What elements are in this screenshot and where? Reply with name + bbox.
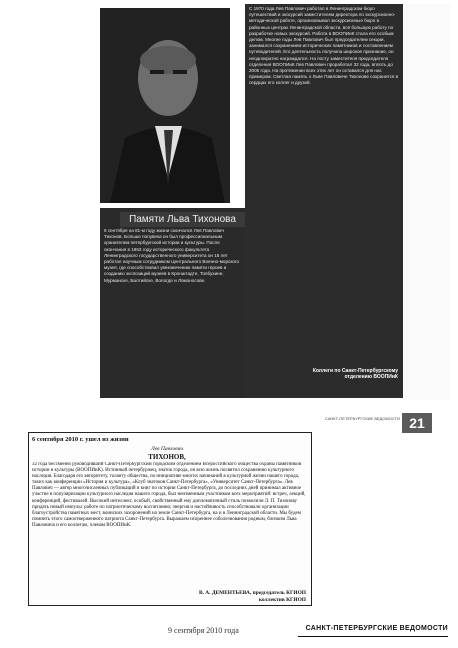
obituary-title: Памяти Льва Тихонова <box>120 212 245 227</box>
notice-date-line: 6 сентября 2010 г. ушел из жизни <box>32 436 129 443</box>
page-number: 21 <box>402 413 432 433</box>
page-header-strip: САНКТ-ПЕТЕРБУРГСКИЕ ВЕДОМОСТИ <box>324 416 400 421</box>
notice-given-name: Лев Павлович <box>150 446 183 452</box>
obituary-left-text: 6 сентября на 81-м году жизни скончался Лев Павлович Тихонов. Больше полувека он был профессиональным хранителем петербургской истории и культуры. После окончания в 1953 году исторического факультета Ленинградского государственного университета он 18 лет работал научным сотрудником Центрального Военно-морского музея, где способствовал увековечению памяти героев и созданию экспозиций музеев в Кронштадте, Толбухине, Мурманске, Балтийске, Вологде и Ломоносове. <box>104 228 240 283</box>
obituary-signature: Коллеги по Санкт-Петербургскому отделению ВООПИиК <box>312 368 398 380</box>
notice-signature-staff: коллектив КГИОП <box>258 597 306 603</box>
page-margin <box>404 4 450 400</box>
footer-date: 9 сентября 2010 года <box>168 626 239 635</box>
obituary-right-text: С 1970 года Лев Павлович работал в Ленинградском бюро путешествий и экскурсий заместителем директора по экскурсионно-методической работе, организовывал экскурсионные бюро в районных центрах Ленинградской области, всё большую работу по разработке новых экскурсий. Работа в ВООПИиК стала его особым делом. Многие годы Лев Павлович был председателем секции, занимался сохранением исторических памятников и составлением путеводителей. Его деятельность получила широкое признание, он неоднократно награждался. На посту заместителя председателя отделения ВООПИиК Лев Павлович проработал 32 года, вплоть до 2005 года. На протяжении всех этих лет он оставался для нас примером. Светлая память о Льве Павловиче Тихонове сохранится в сердцах его коллег и друзей. <box>249 6 399 86</box>
notice-body: 32 года бессменно руководивший Санкт-Петербургским городским отделением Всероссийского общества охраны памятников истории и культуры (ВООПИиК). Истинный петербуржец, знаток города, он всю жизнь посвятил сохранению культурного наследия. Благодаря его авторитету, таланту общества, по инициативе многих начинаний в культурной жизни нашего города, таких как конференции «История и культура», «Клуб знатоков Санкт-Петербурга», «Университет Санкт-Петербурга». Лев Павлович — автор многочисленных публикаций и книг по истории Санкт-Петербурга, до последних дней принимал активное участие в популяризации культурного наследия нашего города, был неизменным участником всех мероприятий: встреч, лекций, конференций, фестивалей. Высокий интеллект, особый, свойственный ему дипломатичный стиль позволили Л. П. Тихонову придать новый импульс работе по патриотическому воспитанию; энергия и настойчивость способствовали организации благоустройства памятных мест, воинских захоронений на земле Санкт-Петербурга, на и в Ленинградской области. Мы будем помнить этого самоотверженного патриота Санкт-Петербурга. Выражаем искреннее соболезнования родным, близким Льва Павловича и его коллегам, членам ВООПИиК. <box>32 462 306 528</box>
notice-surname: ТИХОНОВ, <box>148 453 186 461</box>
notice-signature-chair: В. А. ДЕМЕНТЬЕВА, председатель КГИОП <box>198 590 306 596</box>
portrait-photo <box>100 8 230 203</box>
newspaper-masthead: САНКТ-ПЕТЕРБУРГСКИЕ ВЕДОМОСТИ <box>298 622 448 637</box>
